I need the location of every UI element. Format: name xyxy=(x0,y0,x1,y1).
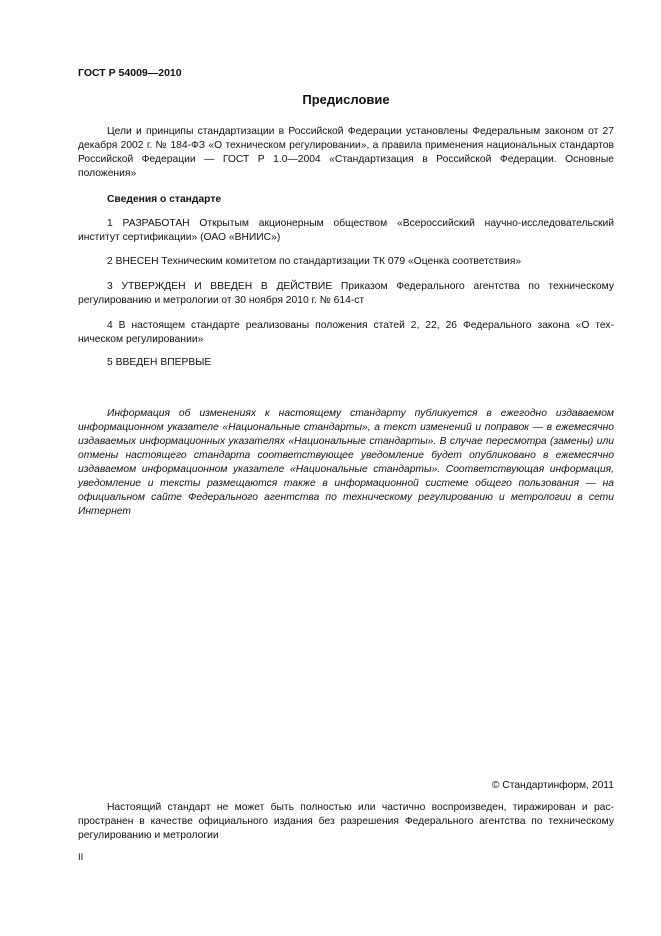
standard-info-item-3: 3 УТВЕРЖДЕН И ВВЕДЕН В ДЕЙСТВИЕ Приказом Федерального агентства по техническому регулированию и метрологии от 30 ноября 2010 г. № 614-ст xyxy=(78,281,614,306)
standard-info-item-4: 4 В настоящем стандарте реализованы положения статей 2, 22, 26 Федерального закона «О техническом регулировании» xyxy=(78,320,614,345)
standard-info-heading: Сведения о стандарте xyxy=(107,194,222,205)
standard-info-item-2: 2 ВНЕСЕН Техническим комитетом по стандартизации ТК 079 «Оценка соответствия» xyxy=(107,256,522,267)
changes-notice: Информация об изменениях к настоящему стандарту публикуется в ежегодно издаваемом информационном указателе «Национальные стандарты», а текст изменений и поправок — в ежемесячно издаваемых информационных указателях «Национальные стандарты». В случае пересмотра (замены) или отмены настоящего стандарта соответствующее уведомление будет опубликовано в ежемесячно издаваемом информационном указателе «Национальные стандарты». Соответствующая информация, уведомление и тексты размещаются также в информационной системе общего пользования — на официальном сайте Федерального агентства по техническому регулированию и метрологии в сети Интернет xyxy=(78,408,614,517)
document-code-header: ГОСТ Р 54009—2010 xyxy=(78,67,182,79)
page-number: II xyxy=(78,852,84,863)
copyright-line: © Стандартинформ, 2011 xyxy=(491,780,614,791)
intro-paragraph: Цели и принципы стандартизации в Российской Федерации установлены Федеральным законом от 27 декабря 2002 г. № 184-ФЗ «О техническом регулировании», а правила применения национальных стандартов Российской Федерации — ГОСТ Р 1.0—2004 «Стандартизация в Российской Федерации. Основные положения» xyxy=(78,126,614,179)
reproduction-notice: Настоящий стандарт не может быть полностью или частично воспроизведен, тиражирован и распространен в качестве официального издания без разрешения Федерального агентства по техническому регулированию и метрологии xyxy=(78,802,614,841)
page-title: Предисловие xyxy=(302,92,390,107)
standard-info-item-5: 5 ВВЕДЕН ВПЕРВЫЕ xyxy=(107,357,212,368)
standard-info-item-1: 1 РАЗРАБОТАН Открытым акционерным обществом «Всероссийский научно-исследовательский институт сертификации» (ОАО «ВНИИС») xyxy=(78,218,614,243)
